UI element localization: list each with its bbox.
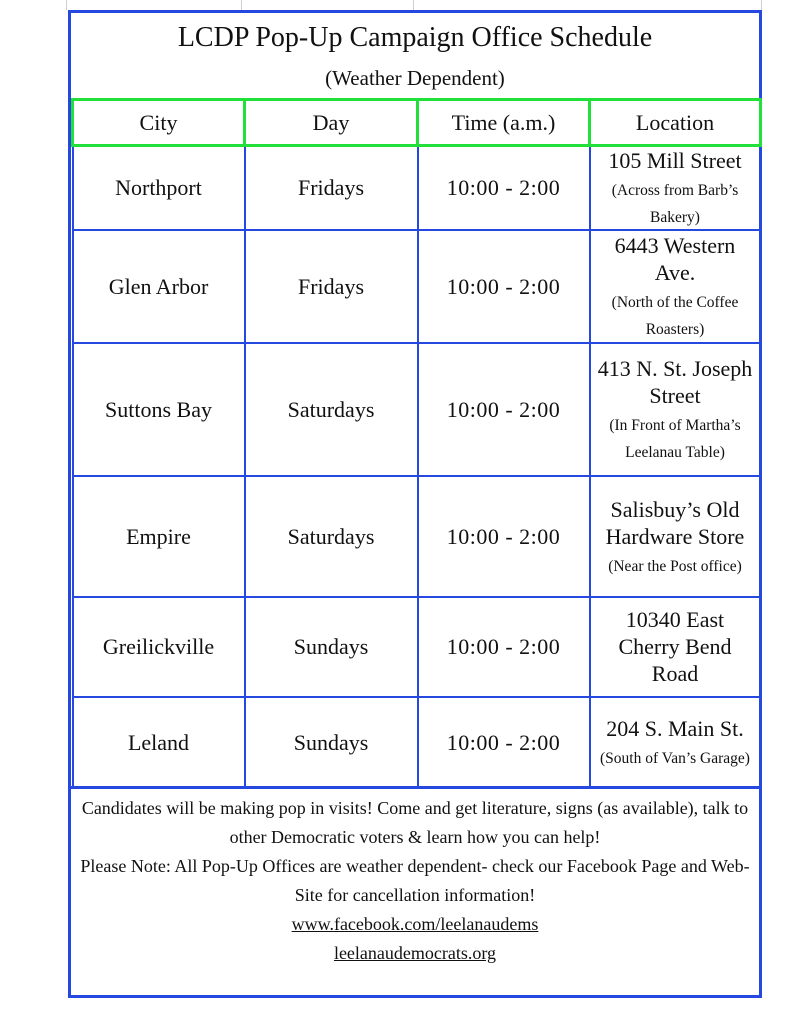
website-link[interactable]: leelanaudemocrats.org xyxy=(333,943,497,963)
column-header-location: Location xyxy=(590,100,761,146)
city-cell: Leland xyxy=(73,697,245,788)
table-header-row xyxy=(73,100,761,146)
location-note: (Near the Post office) xyxy=(608,557,742,575)
location-address: Salisbuy’s Old Hardware Store xyxy=(605,496,745,549)
city-cell: Suttons Bay xyxy=(73,343,245,476)
time-cell: 10:00 - 2:00 xyxy=(418,146,590,230)
city-cell: Glen Arbor xyxy=(73,230,245,343)
time-cell: 10:00 - 2:00 xyxy=(418,230,590,343)
facebook-link[interactable]: www.facebook.com/leelanaudems xyxy=(291,914,539,934)
location-note: (South of Van’s Garage) xyxy=(600,750,750,767)
footer-weather-note: Please Note: All Pop-Up Offices are weather dependent- check our Facebook Page and Web-Site for cancellation information! xyxy=(80,856,750,905)
city-cell: Empire xyxy=(73,476,245,597)
location-cell xyxy=(590,230,761,343)
schedule-header xyxy=(71,13,759,100)
time-cell: 10:00 - 2:00 xyxy=(418,476,590,597)
location-note: (Across from Barb’s Bakery) xyxy=(611,182,739,227)
day-cell: Saturdays xyxy=(245,476,418,597)
location-cell xyxy=(590,697,761,788)
top-rule-divider xyxy=(413,0,414,10)
location-address: 204 S. Main St. xyxy=(606,716,744,741)
table-row xyxy=(73,476,761,597)
location-note: (North of the Coffee Roasters) xyxy=(611,294,739,338)
day-cell: Fridays xyxy=(245,146,418,230)
table-row xyxy=(73,343,761,476)
schedule-title: LCDP Pop-Up Campaign Office Schedule xyxy=(177,22,653,53)
page-top-rule xyxy=(66,0,762,10)
city-cell: Greilickville xyxy=(73,597,245,697)
time-cell: 10:00 - 2:00 xyxy=(418,343,590,476)
table-row xyxy=(73,230,761,343)
footer-announcement: Candidates will be making pop in visits! Come and get literature, signs (as available), talk to other Democratic voters & learn how you can help! xyxy=(81,798,749,847)
time-cell: 10:00 - 2:00 xyxy=(418,597,590,697)
schedule-document xyxy=(68,10,762,998)
day-cell: Sundays xyxy=(245,597,418,697)
table-row xyxy=(73,146,761,230)
location-cell xyxy=(590,146,761,230)
day-cell: Fridays xyxy=(245,230,418,343)
day-cell: Saturdays xyxy=(245,343,418,476)
city-cell: Northport xyxy=(73,146,245,230)
location-cell xyxy=(590,597,761,697)
schedule-footer xyxy=(71,786,759,994)
day-cell: Sundays xyxy=(245,697,418,788)
location-address: 6443 Western Ave. xyxy=(614,233,736,285)
schedule-table xyxy=(71,98,762,789)
top-rule-divider xyxy=(241,0,242,10)
column-header-day: Day xyxy=(245,100,418,146)
location-note: (In Front of Martha’s Leelanau Table) xyxy=(609,417,741,461)
column-header-city: City xyxy=(73,100,245,146)
time-cell: 10:00 - 2:00 xyxy=(418,697,590,788)
column-header-time: Time (a.m.) xyxy=(418,100,590,146)
location-cell xyxy=(590,343,761,476)
schedule-subtitle: (Weather Dependent) xyxy=(325,66,505,90)
location-cell xyxy=(590,476,761,597)
table-row xyxy=(73,697,761,788)
table-row xyxy=(73,597,761,697)
location-address: 413 N. St. Joseph Street xyxy=(597,356,753,408)
location-address: 10340 East Cherry Bend Road xyxy=(618,607,732,686)
location-address: 105 Mill Street xyxy=(608,148,742,174)
